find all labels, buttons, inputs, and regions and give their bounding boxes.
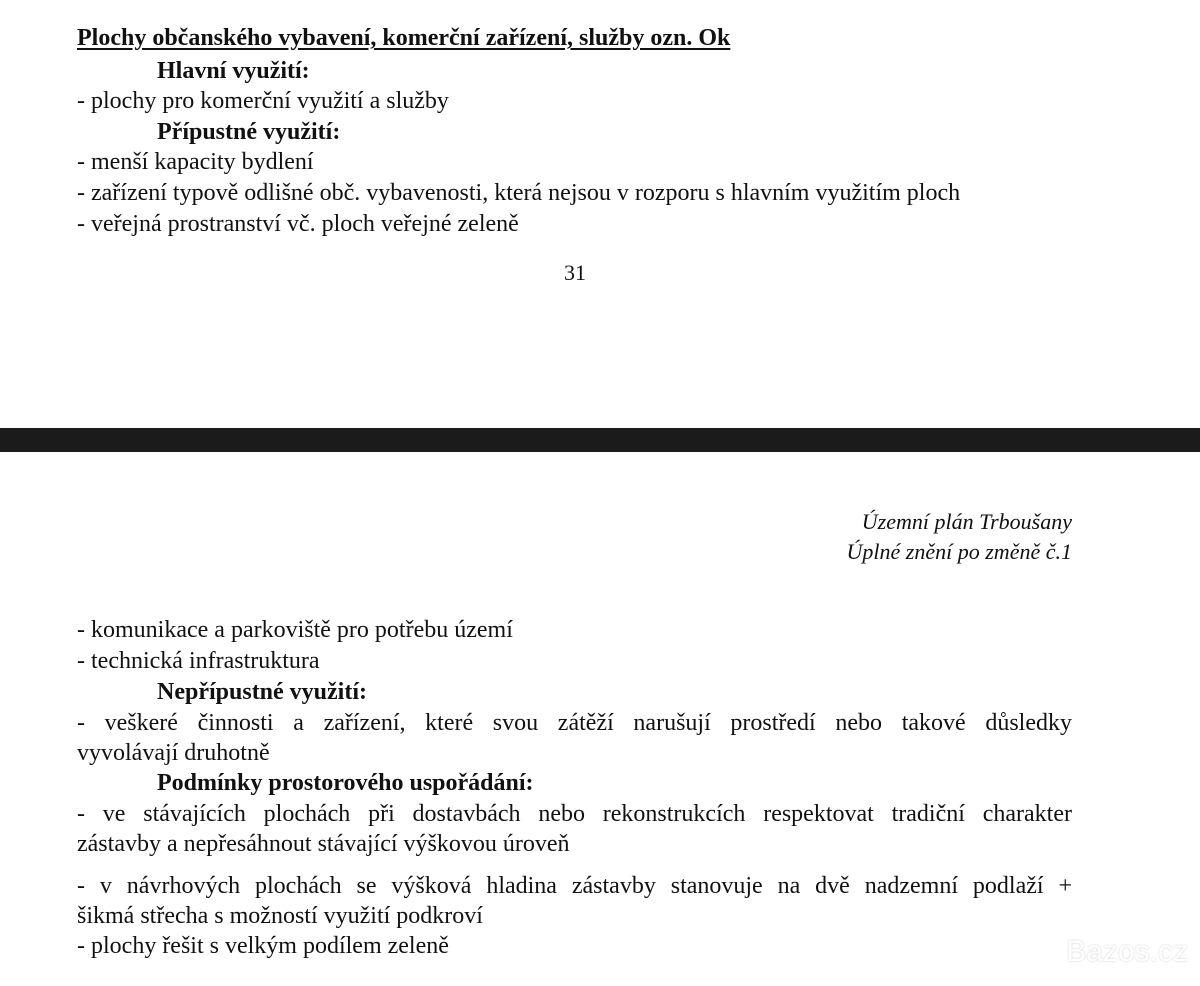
bazos-logo-icon <box>1022 928 1062 976</box>
section-title: Plochy občanského vybavení, komerční zařízení, služby ozn. Ok <box>77 25 731 51</box>
permitted-use-item: - veřejná prostranství vč. ploch veřejné zeleně <box>77 211 519 237</box>
spatial-condition-line: - ve stávajících plochách při dostavbách nebo rekonstrukcích respektovat tradiční charakter <box>77 801 1072 827</box>
permitted-use-heading: Přípustné využití: <box>157 119 341 145</box>
running-header-title: Územní plán Trboušany <box>861 509 1072 534</box>
running-header-subtitle: Úplné znění po změně č.1 <box>846 539 1072 564</box>
watermark <box>1022 932 1188 972</box>
main-use-item: - plochy pro komerční využití a služby <box>77 88 449 114</box>
permitted-use-item: - technická infrastruktura <box>77 648 320 674</box>
spatial-condition-line: - v návrhových plochách se výšková hladina zástavby stanovuje na dvě nadzemní podlaží + <box>77 873 1072 899</box>
prohibited-use-item-line: vyvolávají druhotně <box>77 740 270 766</box>
main-use-heading: Hlavní využití: <box>157 58 310 84</box>
permitted-use-item: - komunikace a parkoviště pro potřebu území <box>77 617 513 643</box>
prohibited-use-item-line: - veškeré činnosti a zařízení, které svou zátěží narušují prostředí nebo takové důsledky <box>77 710 1072 736</box>
spatial-condition-line: zástavby a nepřesáhnout stávající výškovou úroveň <box>77 831 570 857</box>
spatial-conditions-heading: Podmínky prostorového uspořádání: <box>157 770 534 796</box>
document-page-top <box>0 0 1200 428</box>
permitted-use-item: - menší kapacity bydlení <box>77 149 314 175</box>
page-separator <box>0 428 1200 452</box>
permitted-use-item: - zařízení typově odlišné obč. vybavenosti, která nejsou v rozporu s hlavním využitím ploch <box>77 180 961 206</box>
spatial-condition-line: - plochy řešit s velkým podílem zeleně <box>77 933 449 959</box>
spatial-condition-line: šikmá střecha s možností využití podkroví <box>77 903 483 929</box>
page-number: 31 <box>564 260 586 285</box>
prohibited-use-heading: Nepřípustné využití: <box>157 679 367 705</box>
watermark-text: Bazos.cz <box>1066 935 1188 968</box>
document-page-bottom <box>0 452 1200 986</box>
